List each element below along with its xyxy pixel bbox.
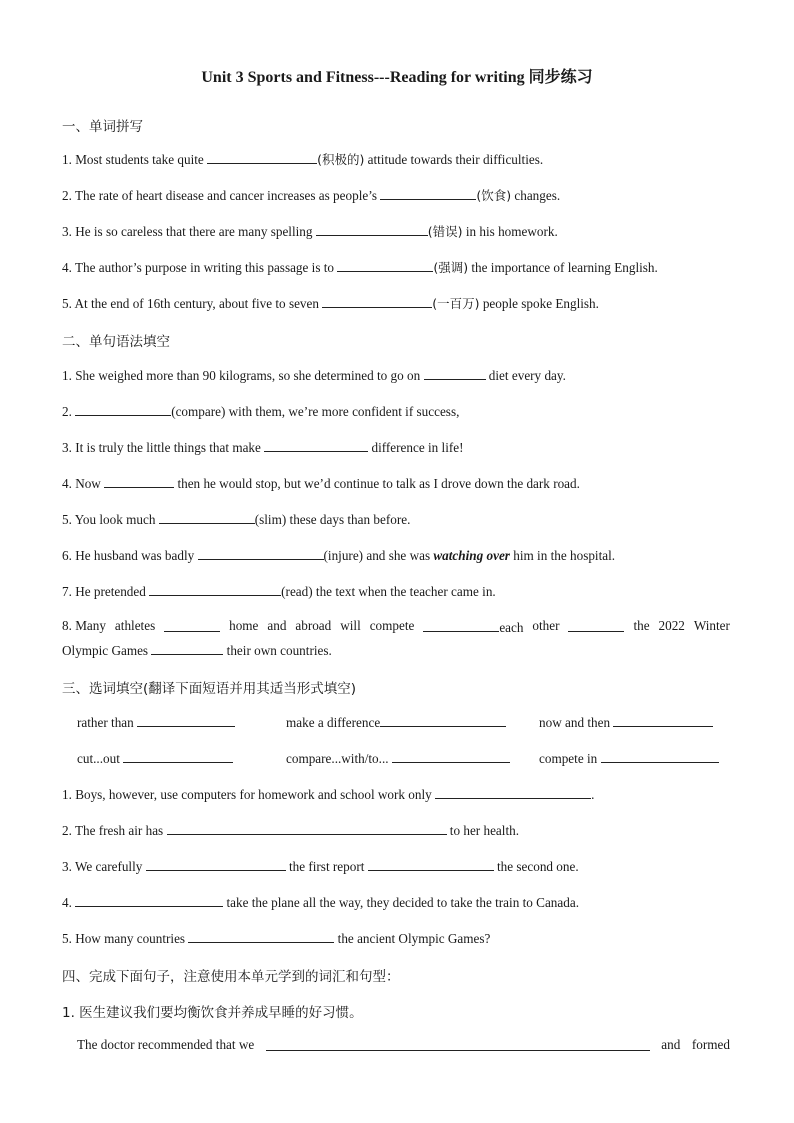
s1-item-1: 1. Most students take quite (积极的) attitude towards their difficulties. xyxy=(62,152,544,167)
s1-item-2: 2. The rate of heart disease and cancer increases as people’s (饮食) changes. xyxy=(62,188,561,203)
s2-item-8-line-1: 8. Many athletes home and abroad will compete each other the 2022 Winter xyxy=(62,618,730,635)
s2-item-5: 5. You look much (slim) these days than before. xyxy=(62,512,411,527)
phrase-item: cut...out xyxy=(77,749,233,767)
answer-blank[interactable] xyxy=(380,713,506,727)
section-4-heading: 四、完成下面句子，注意使用本单元学到的词汇和句型： xyxy=(62,969,400,985)
s3-item-3: 3. We carefully the first report the second one. xyxy=(62,859,579,874)
answer-blank[interactable] xyxy=(167,821,447,835)
answer-blank[interactable] xyxy=(198,546,324,560)
answer-blank[interactable] xyxy=(264,438,368,452)
answer-blank[interactable] xyxy=(380,186,476,200)
section-1-heading: 一、单词拼写 xyxy=(62,119,143,135)
s2-item-7: 7. He pretended (read) the text when the teacher came in. xyxy=(62,584,496,599)
page-title: Unit 3 Sports and Fitness---Reading for writing 同步练习 xyxy=(201,69,593,86)
s2-item-6: 6. He husband was badly (injure) and she was watching over him in the hospital. xyxy=(62,548,616,563)
answer-blank[interactable] xyxy=(337,258,433,272)
s3-item-4: 4. take the plane all the way, they decided to take the train to Canada. xyxy=(62,895,579,910)
s2-item-4: 4. Now then he would stop, but we’d continue to talk as I drove down the dark road. xyxy=(62,476,580,491)
answer-blank[interactable] xyxy=(423,618,499,632)
s1-item-4: 4. The author’s purpose in writing this passage is to (强调) the importance of learning English. xyxy=(62,260,658,275)
answer-blank[interactable] xyxy=(123,749,233,763)
s1-item-5: 5. At the end of 16th century, about five to seven (一百万) people spoke English. xyxy=(62,296,599,311)
answer-blank[interactable] xyxy=(368,857,494,871)
s4-question-1: 1. 医生建议我们要均衡饮食并养成早睡的好习惯。 xyxy=(62,1005,363,1021)
answer-blank[interactable] xyxy=(151,641,223,655)
answer-blank[interactable] xyxy=(392,749,510,763)
s3-item-5: 5. How many countries the ancient Olympic Games? xyxy=(62,931,491,946)
answer-blank[interactable] xyxy=(316,222,428,236)
s2-item-1: 1. She weighed more than 90 kilograms, so she determined to go on diet every day. xyxy=(62,368,566,383)
answer-blank[interactable] xyxy=(104,474,174,488)
s2-item-8-line-2: Olympic Games their own countries. xyxy=(62,643,332,658)
answer-blank[interactable] xyxy=(188,929,334,943)
answer-blank[interactable] xyxy=(159,510,255,524)
answer-blank[interactable] xyxy=(568,618,624,632)
section-2-heading: 二、单句语法填空 xyxy=(62,334,170,350)
s2-item-3: 3. It is truly the little things that make difference in life! xyxy=(62,440,464,455)
phrase-item: make a difference xyxy=(286,713,506,731)
answer-blank[interactable] xyxy=(164,618,220,632)
s4-answer-line-1: The doctor recommended that we and formed xyxy=(77,1037,730,1052)
phrase-item: compare...with/to... xyxy=(286,749,510,767)
answer-blank[interactable] xyxy=(75,893,223,907)
answer-blank[interactable] xyxy=(424,366,486,380)
answer-blank[interactable] xyxy=(266,1037,650,1051)
s2-item-2: 2. (compare) with them, we’re more confident if success, xyxy=(62,404,460,419)
s1-item-3: 3. He is so careless that there are many spelling (错误) in his homework. xyxy=(62,224,558,239)
phrase-item: now and then xyxy=(539,713,713,731)
answer-blank[interactable] xyxy=(137,713,235,727)
answer-blank[interactable] xyxy=(75,402,171,416)
section-3-heading: 三、选词填空(翻译下面短语并用其适当形式填空) xyxy=(62,681,357,697)
answer-blank[interactable] xyxy=(435,785,591,799)
s3-item-1: 1. Boys, however, use computers for homework and school work only . xyxy=(62,787,595,802)
answer-blank[interactable] xyxy=(207,150,317,164)
phrase-item: compete in xyxy=(539,749,719,767)
answer-blank[interactable] xyxy=(601,749,719,763)
answer-blank[interactable] xyxy=(149,582,281,596)
answer-blank[interactable] xyxy=(613,713,713,727)
s3-item-2: 2. The fresh air has to her health. xyxy=(62,823,520,838)
phrase-item: rather than xyxy=(77,713,235,731)
answer-blank[interactable] xyxy=(322,294,432,308)
answer-blank[interactable] xyxy=(146,857,286,871)
